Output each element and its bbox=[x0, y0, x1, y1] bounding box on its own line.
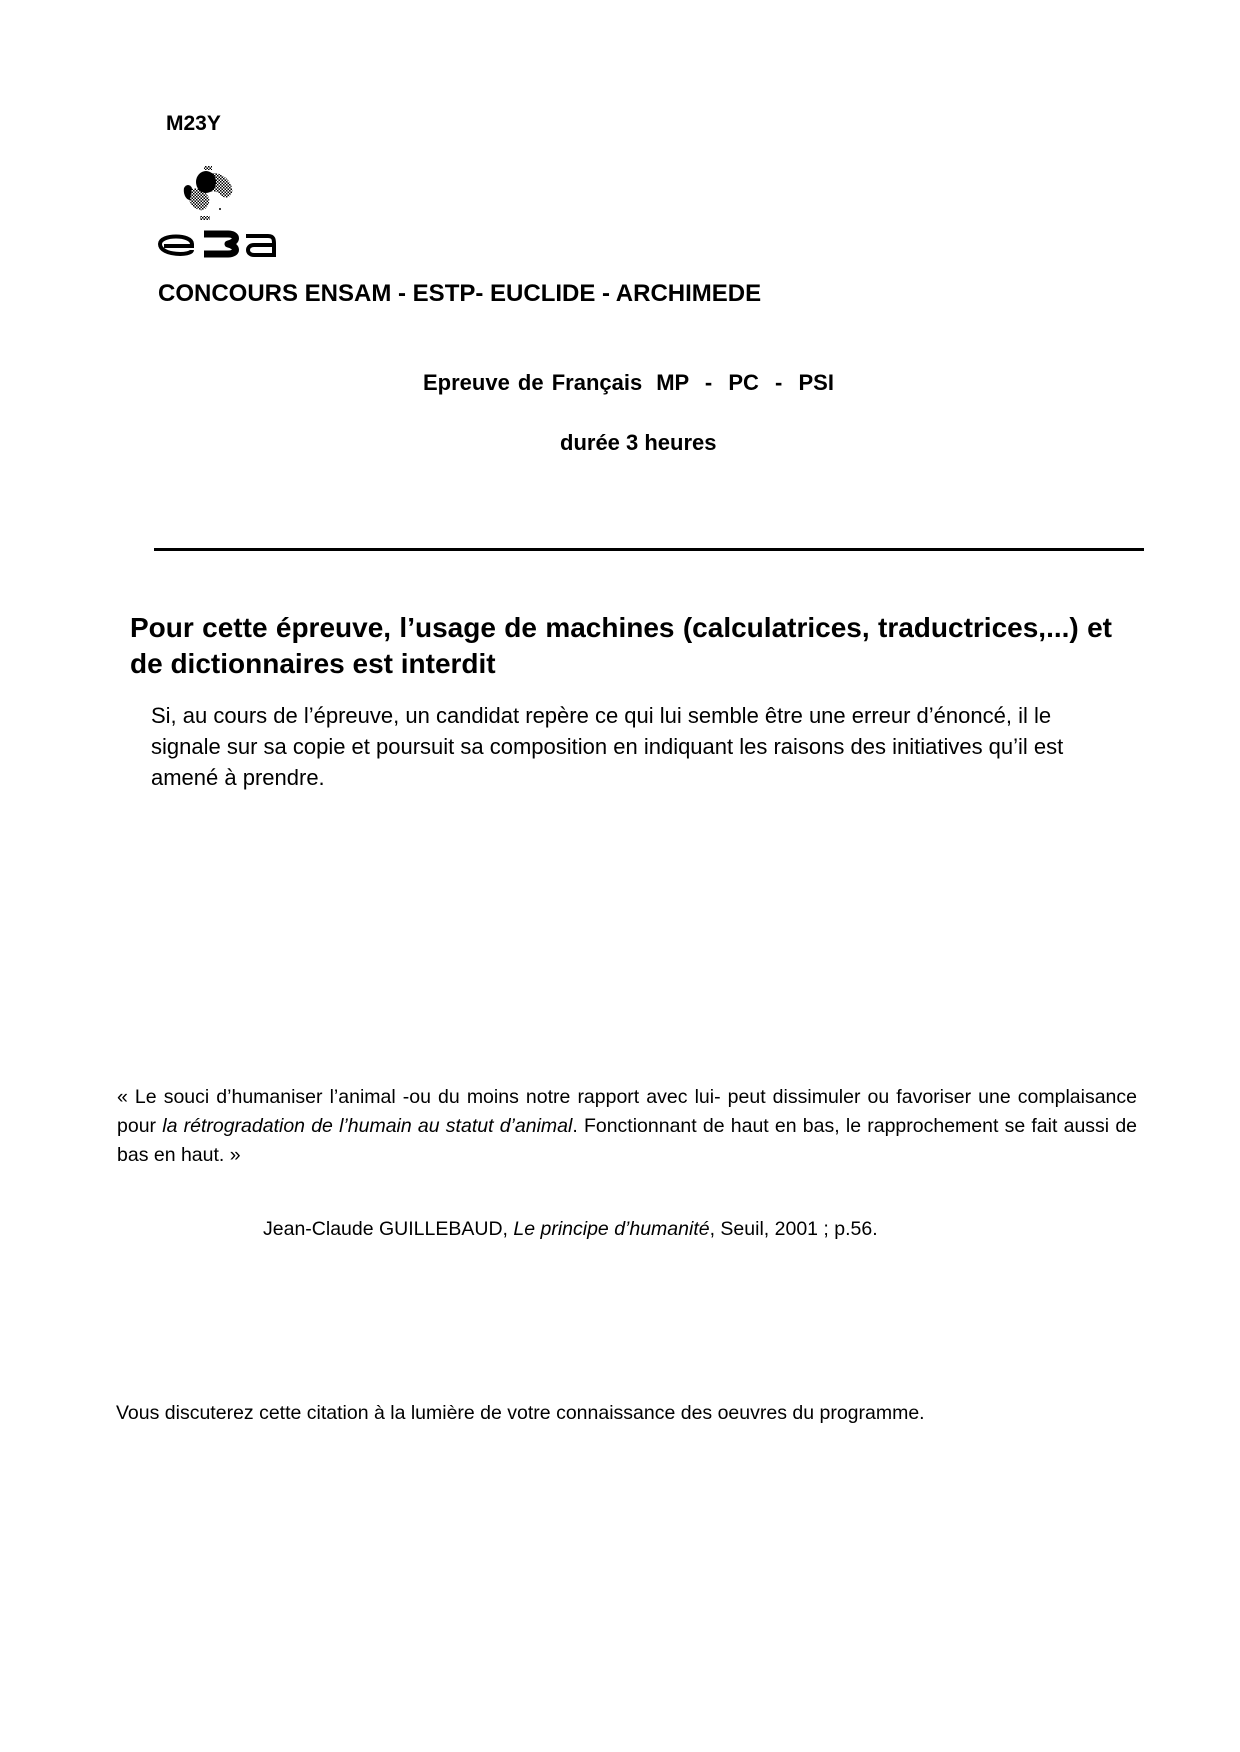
source-author: Jean-Claude GUILLEBAUD, bbox=[263, 1218, 514, 1240]
quote-text-start: « Le souci d’humaniser l’animal -ou du moins notre rapport avec lui- peut dissimuler ou favoriser une complaisance pour bbox=[117, 1086, 1137, 1137]
e3a-logo-text bbox=[156, 222, 280, 262]
exam-subject bbox=[423, 370, 834, 396]
e3a-logo-icon bbox=[178, 160, 240, 228]
exam-code: M23Y bbox=[166, 112, 221, 135]
calculator-ban-notice: Pour cette épreuve, l’usage de machines (calculatrices, traductrices,...) et de dictionnaires est interdit bbox=[130, 612, 1112, 679]
essay-instruction: Vous discuterez cette citation à la lumière de votre connaissance des oeuvres du programme. bbox=[116, 1402, 925, 1424]
source-title: Le principe d’humanité bbox=[513, 1218, 710, 1240]
exam-duration: durée 3 heures bbox=[560, 430, 717, 455]
quote-text-end: . Fonctionnant de haut en bas, le rapprochement se fait aussi de bas en haut. » bbox=[117, 1115, 1138, 1166]
quotation bbox=[117, 1083, 1137, 1170]
source-details: , Seuil, 2001 ; p.56. bbox=[709, 1218, 878, 1240]
error-reporting-notice: Si, au cours de l’épreuve, un candidat repère ce qui lui semble être une erreur d’énoncé, il le signale sur sa copie et poursuit sa composition en indiquant les raisons des initiatives qu’il est amené à prendre. bbox=[151, 703, 1064, 790]
class-list: MP - PC - PSI bbox=[656, 370, 834, 395]
horizontal-rule bbox=[154, 548, 1144, 551]
subject-label: Epreuve de Français bbox=[423, 370, 643, 395]
quote-source bbox=[263, 1218, 878, 1241]
quote-italic-phrase: la rétrogradation de l’humain au statut d’animal bbox=[162, 1115, 573, 1137]
contest-title: CONCOURS ENSAM - ESTP- EUCLIDE - ARCHIMEDE bbox=[158, 280, 762, 307]
